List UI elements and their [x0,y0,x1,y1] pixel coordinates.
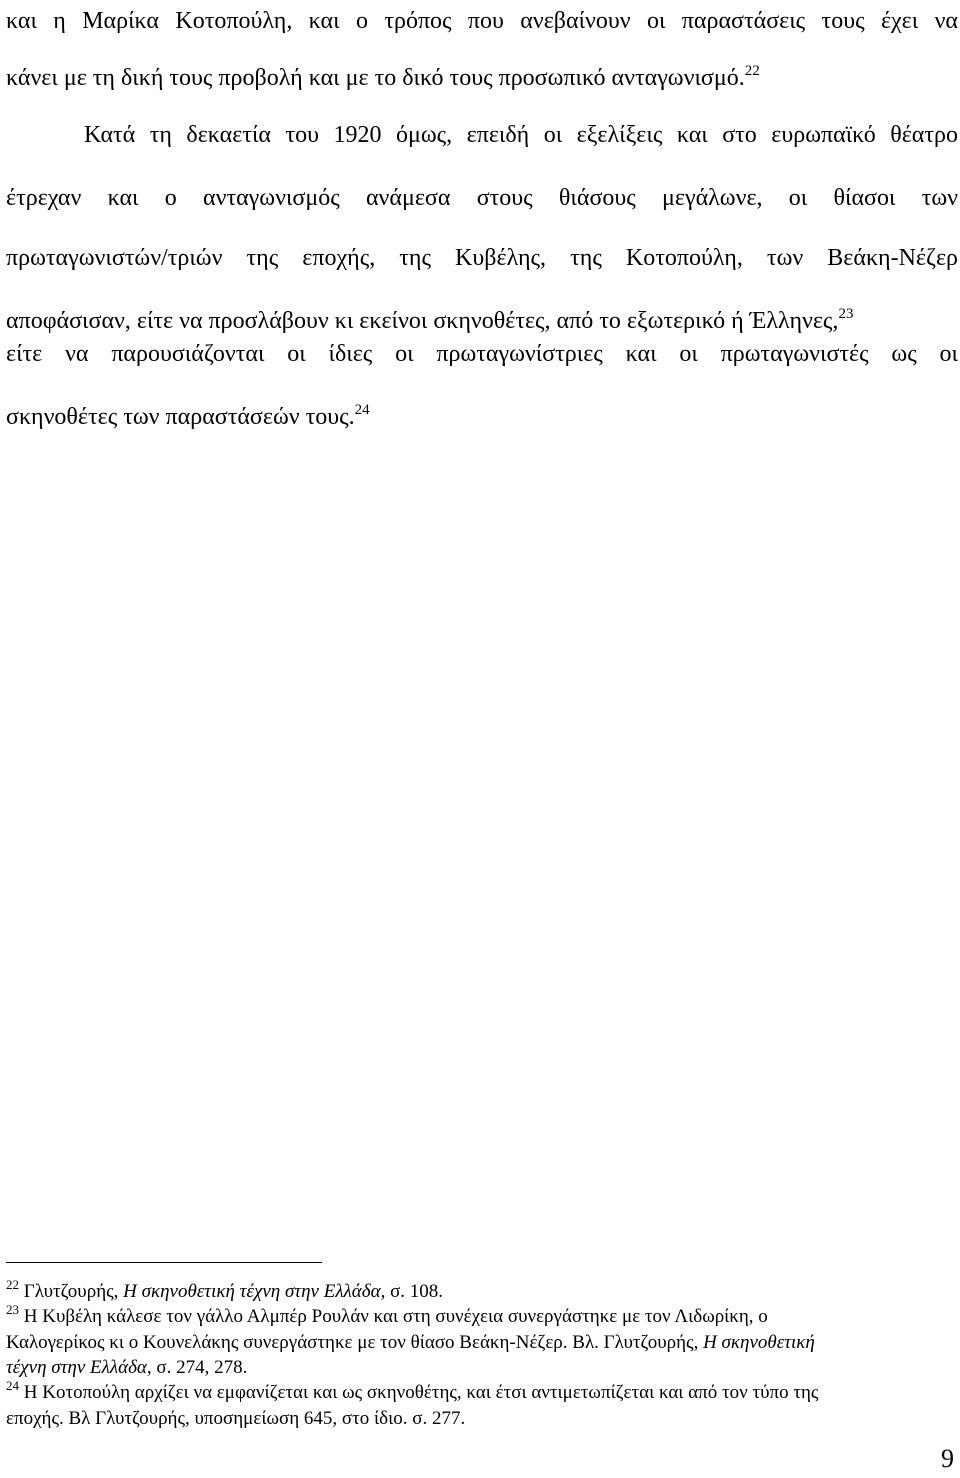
footnote-22 [6,1277,958,1304]
body-line-text: αποφάσισαν, είτε να προσλάβουν κι εκείνοι σκηνοθέτες, από το εξωτερικό ή Έλληνες, [6,308,839,334]
footnote-number: 24 [6,1378,19,1393]
body-line: πρωταγωνιστών/τριών της εποχής, της Κυβέλης, της Κοτοπούλη, των Βεάκη-Νέζερ [6,245,958,271]
footnote-23 [6,1302,958,1329]
footnote-23-cont [6,1331,958,1355]
footnote-title: Η σκηνοθετική [703,1332,815,1353]
footnote-23-cont [6,1356,958,1380]
body-line: έτρεχαν και ο ανταγωνισμός ανάμεσα στους θιάσους μεγάλωνε, οι θίασοι των [6,185,958,211]
body-line [6,402,958,432]
body-line [6,63,958,93]
footnote-number: 23 [6,1302,19,1317]
body-line [6,306,958,336]
footnote-ref-22: 22 [744,63,760,79]
body-line: Κατά τη δεκαετία του 1920 όμως, επειδή οι εξελίξεις και στο ευρωπαϊκό θέατρο [84,122,958,148]
footnote-title: τέχνη στην Ελλάδα [6,1357,147,1378]
footnote-text: Καλογερίκος κι ο Κουνελάκης συνεργάστηκε με τον θίασο Βεάκη-Νέζερ. Βλ. Γλυτζουρής, [6,1332,704,1353]
footnote-ref-23: 23 [838,306,854,322]
body-line: και η Μαρίκα Κοτοπούλη, και ο τρόπος που ανεβαίνουν οι παραστάσεις τους έχει να [6,8,958,34]
body-line-text: κάνει με τη δική τους προβολή και με το δικό τους προσωπικό ανταγωνισμό. [6,65,745,91]
footnote-text: Γλυτζουρής, [19,1281,124,1302]
footnote-text: Η Κυβέλη κάλεσε τον γάλλο Αλμπέρ Ρουλάν και στη συνέχεια συνεργάστηκε με τον Λιδωρίκη, ο [19,1306,768,1327]
body-line: είτε να παρουσιάζονται οι ίδιες οι πρωταγωνίστριες και οι πρωταγωνιστές ως οι [6,341,958,367]
page-number: 9 [941,1444,954,1473]
footnote-24 [6,1378,958,1405]
footnote-ref-24: 24 [354,402,370,418]
footnote-title: Η σκηνοθετική τέχνη στην Ελλάδα [123,1281,381,1302]
footnote-text: , σ. 274, 278. [146,1357,248,1378]
footnote-text: , σ. 108. [380,1281,444,1302]
body-line-text: σκηνοθέτες των παραστάσεών τους. [6,404,355,430]
footnote-separator [6,1262,322,1263]
footnote-text: Η Κοτοπούλη αρχίζει να εμφανίζεται και ως σκηνοθέτης, και έτσι αντιμετωπίζεται και από τον τύπο της [19,1382,819,1403]
footnote-24-cont: εποχής. Βλ Γλυτζουρής, υποσημείωση 645, στο ίδιο. σ. 277. [6,1408,466,1429]
footnote-number: 22 [6,1277,19,1292]
